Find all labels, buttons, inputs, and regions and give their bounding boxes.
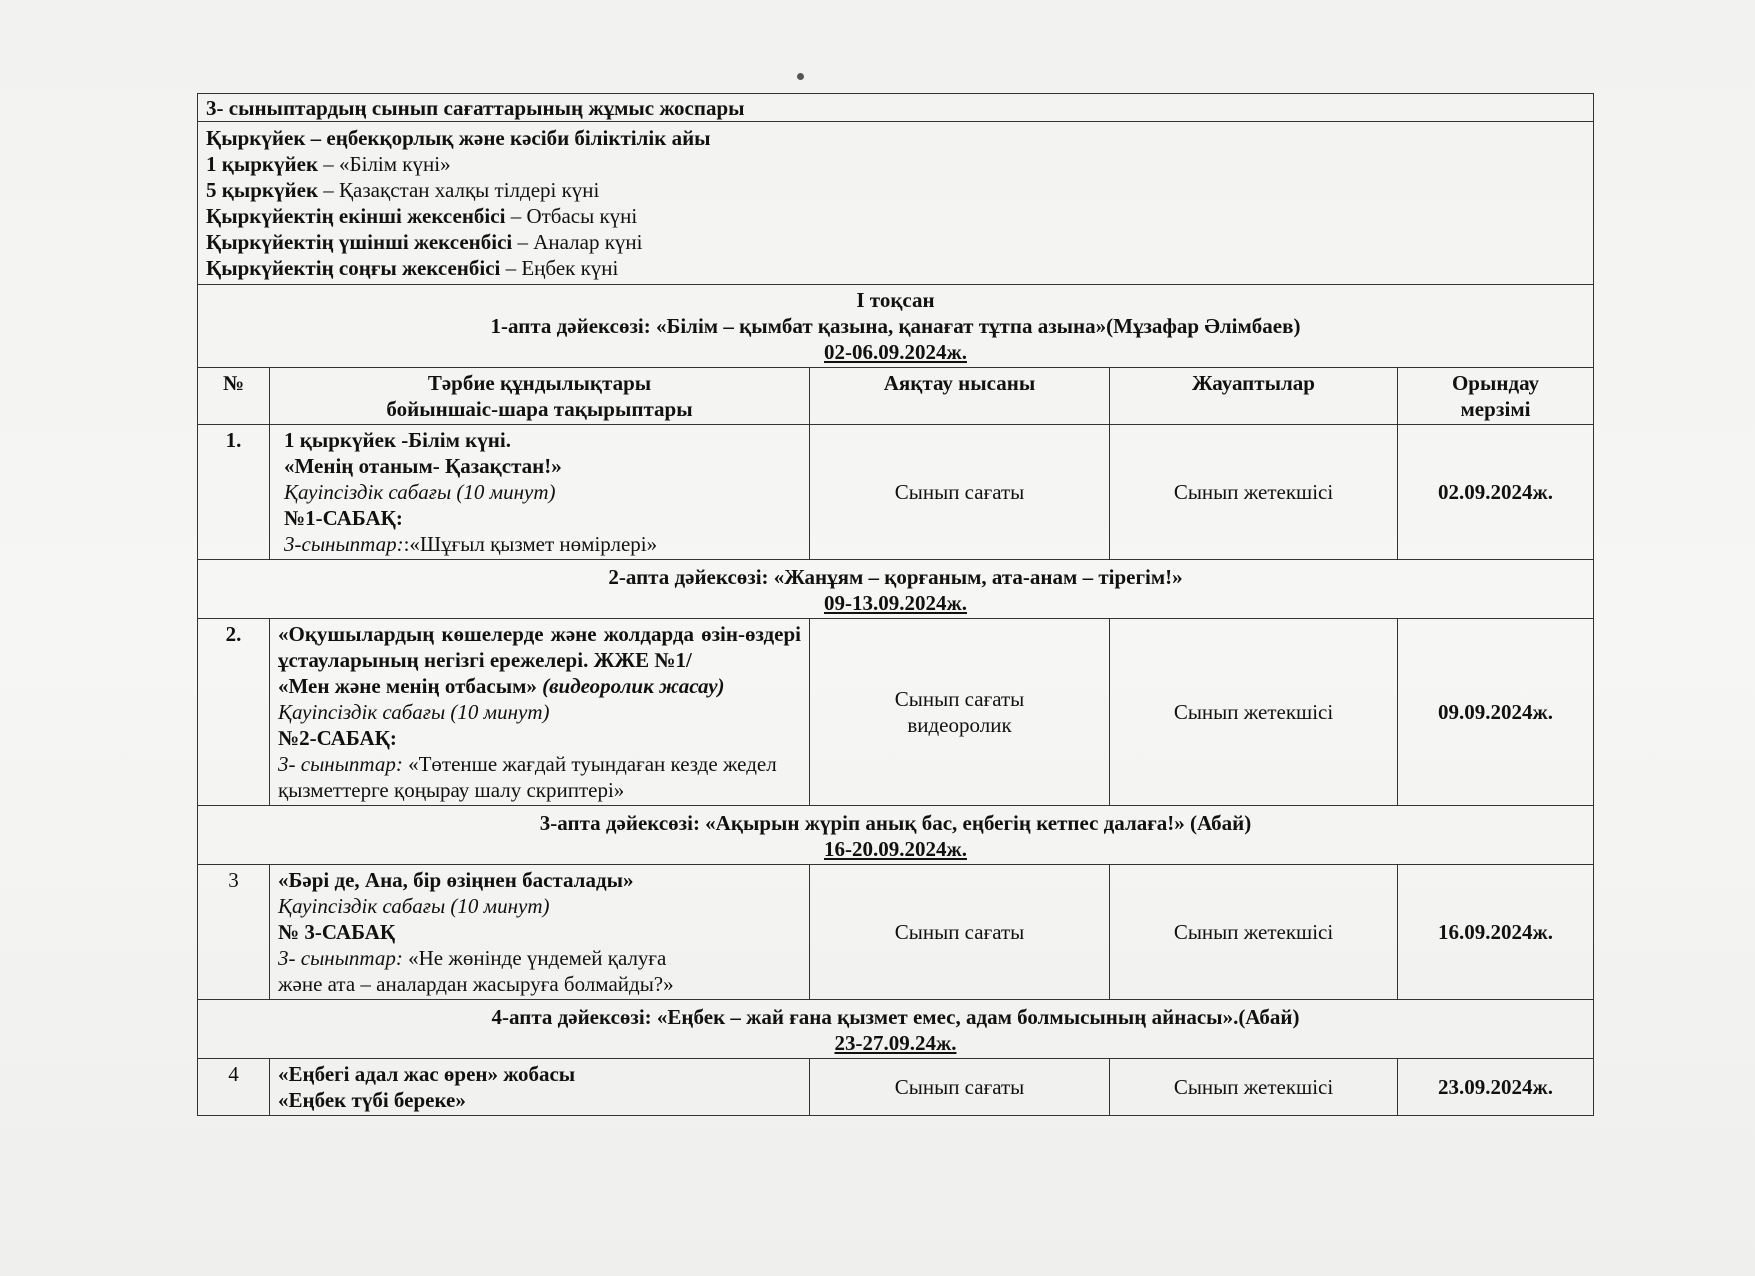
row-form: Сынып сағаты bbox=[810, 865, 1110, 1000]
table-row bbox=[198, 865, 1594, 1000]
row-form: Сынып сағаты видеоролик bbox=[810, 619, 1110, 806]
week4-motto: 4-апта дәйексөзі: «Еңбек – жай ғана қызмет емес, адам болмысының айнасы».(Абай) bbox=[491, 1005, 1300, 1029]
week3-motto: 3-апта дәйексөзі: «Ақырын жүріп анық бас, еңбегің кетпес далаға!» (Абай) bbox=[539, 811, 1252, 835]
month-line: Қыркүйектің үшінші жексенбісі – Аналар күні bbox=[206, 230, 643, 254]
week2-dates: 09-13.09.2024ж. bbox=[824, 591, 967, 615]
row-form: Сынып сағаты bbox=[810, 1059, 1110, 1116]
month-events bbox=[198, 122, 1594, 285]
header-due: Орындау мерзімі bbox=[1398, 368, 1594, 425]
month-events-row bbox=[198, 122, 1594, 285]
week1-motto-row bbox=[198, 285, 1594, 368]
row-number: 4 bbox=[198, 1059, 270, 1116]
month-line: Қыркүйектің екінші жексенбісі – Отбасы күні bbox=[206, 204, 638, 228]
row-responsible: Сынып жетекшісі bbox=[1110, 865, 1398, 1000]
week4-cell bbox=[198, 1000, 1594, 1059]
row-number: 1. bbox=[198, 425, 270, 560]
quarter-week1-cell bbox=[198, 285, 1594, 368]
header-topic: Тәрбие құндылықтары бойыншаіс-шара тақырыптары bbox=[270, 368, 810, 425]
month-line: Қыркүйектің соңғы жексенбісі – Еңбек күні bbox=[206, 256, 619, 280]
row-number: 2. bbox=[198, 619, 270, 806]
week3-motto-row bbox=[198, 806, 1594, 865]
punch-mark bbox=[797, 73, 804, 80]
week2-motto: 2-апта дәйексөзі: «Жанұям – қорғаным, ата-анам – тірегім!» bbox=[608, 565, 1183, 589]
row-topic: «Оқушылардың көшелерде және жолдарда өзін-өздері ұстауларының негізгі ережелері. ЖЖЕ №1/ «Мен және менің отбасым» (видеоролик жасау) Қауіпсіздік сабағы (10 минут) №2-САБАҚ: 3- сыныптар: «Төтенше жағдай туындаған кезде жедел қызметтерге қоңырау шалу скриптері» bbox=[270, 619, 810, 806]
row-due-date: 16.09.2024ж. bbox=[1398, 865, 1594, 1000]
week4-motto-row bbox=[198, 1000, 1594, 1059]
row-due-date: 02.09.2024ж. bbox=[1398, 425, 1594, 560]
month-line: 1 қыркүйек – «Білім күні» bbox=[206, 152, 451, 176]
header-no: № bbox=[198, 368, 270, 425]
week1-motto: 1-апта дәйексөзі: «Білім – қымбат қазына, қанағат тұтпа азына»(Мұзафар Әлімбаев) bbox=[490, 314, 1301, 338]
table-row bbox=[198, 1059, 1594, 1116]
table-row bbox=[198, 619, 1594, 806]
table-row bbox=[198, 425, 1594, 560]
week1-dates: 02-06.09.2024ж. bbox=[824, 340, 967, 364]
month-line: 5 қыркүйек – Қазақстан халқы тілдері күні bbox=[206, 178, 600, 202]
header-responsible: Жауаптылар bbox=[1110, 368, 1398, 425]
row-topic: «Бәрі де, Ана, бір өзіңнен басталады» Қауіпсіздік сабағы (10 минут) № 3-САБАҚ 3- сыныптар: «Не жөнінде үндемей қалуға және ата – аналардан жасыруға болмайды?» bbox=[270, 865, 810, 1000]
week3-cell bbox=[198, 806, 1594, 865]
row-responsible: Сынып жетекшісі bbox=[1110, 619, 1398, 806]
row-form: Сынып сағаты bbox=[810, 425, 1110, 560]
month-line: Қыркүйек – еңбекқорлық және кәсіби біліктілік айы bbox=[206, 126, 711, 150]
week2-motto-row bbox=[198, 560, 1594, 619]
row-responsible: Сынып жетекшісі bbox=[1110, 1059, 1398, 1116]
row-due-date: 09.09.2024ж. bbox=[1398, 619, 1594, 806]
week4-dates: 23-27.09.24ж. bbox=[834, 1031, 957, 1055]
row-responsible: Сынып жетекшісі bbox=[1110, 425, 1398, 560]
row-due-date: 23.09.2024ж. bbox=[1398, 1059, 1594, 1116]
row-topic: 1 қыркүйек -Білім күні. «Менің отаным- Қазақстан!» Қауіпсіздік сабағы (10 минут) №1-САБАҚ: 3-сыныптар::«Шұғыл қызмет нөмірлері» bbox=[270, 425, 810, 560]
row-topic: «Еңбегі адал жас өрен» жобасы «Еңбек түбі береке» bbox=[270, 1059, 810, 1116]
week2-cell bbox=[198, 560, 1594, 619]
week3-dates: 16-20.09.2024ж. bbox=[824, 837, 967, 861]
row-number: 3 bbox=[198, 865, 270, 1000]
title-row bbox=[198, 94, 1594, 122]
header-form: Аяқтау нысаны bbox=[810, 368, 1110, 425]
plan-title: 3- сыныптардың сынып сағаттарының жұмыс жоспары bbox=[198, 94, 1594, 122]
header-row bbox=[198, 368, 1594, 425]
quarter-title: І тоқсан bbox=[856, 288, 935, 312]
class-hours-plan-table bbox=[197, 93, 1594, 1116]
